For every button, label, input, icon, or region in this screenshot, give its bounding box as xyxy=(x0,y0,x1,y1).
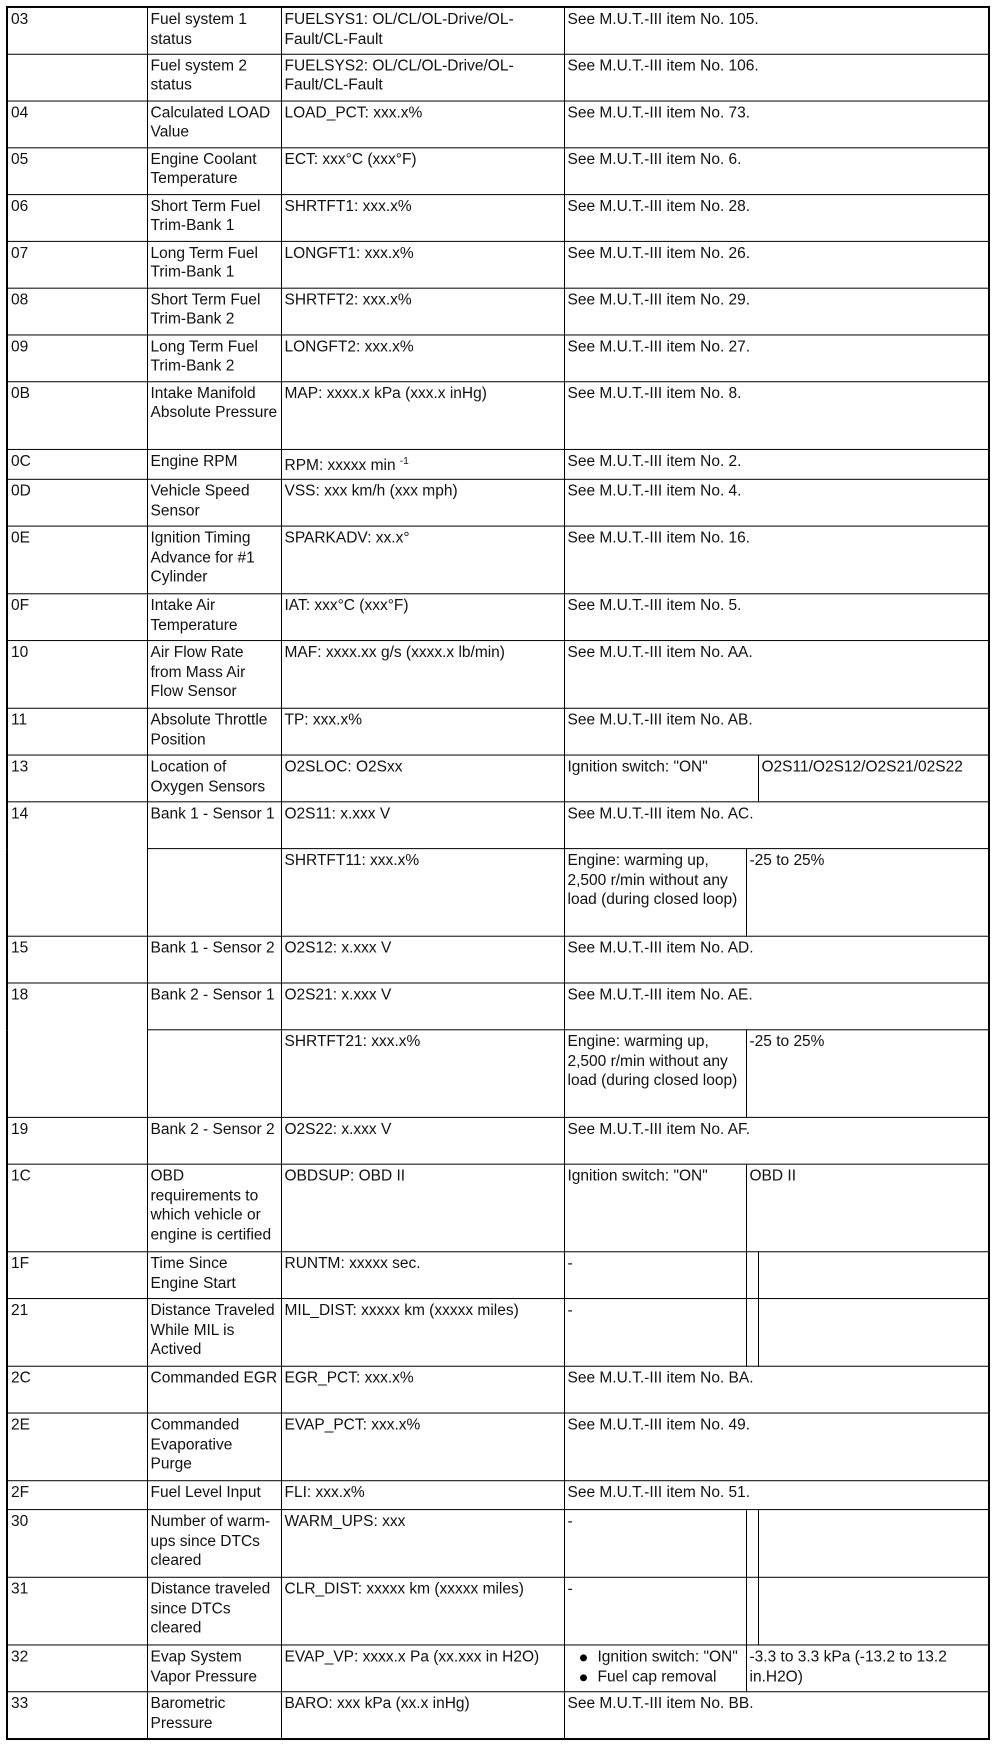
table-row xyxy=(7,1030,989,1118)
condition-cell xyxy=(564,1645,746,1692)
table-row xyxy=(7,1252,989,1299)
reference-cell: See M.U.T.-III item No. 51. xyxy=(564,1481,989,1510)
pid-cell xyxy=(7,54,147,101)
reference-cell: See M.U.T.-III item No. 5. xyxy=(564,594,989,641)
condition-bullet: Ignition switch: "ON" xyxy=(568,1648,743,1667)
table-row xyxy=(7,1299,989,1367)
normal-value-cell xyxy=(758,1299,989,1367)
item-cell: Time Since Engine Start xyxy=(147,1252,281,1299)
display-cell: TP: xxx.x% xyxy=(281,708,564,755)
normal-value-cell xyxy=(758,1252,989,1299)
pid-cell: 09 xyxy=(7,334,147,381)
display-text: RPM: xxxxx min xyxy=(284,456,396,474)
item-cell: Intake Manifold Absolute Pressure xyxy=(147,381,281,449)
reference-cell: See M.U.T.-III item No. AB. xyxy=(564,708,989,755)
table-row xyxy=(7,241,989,288)
table-row xyxy=(7,1577,989,1645)
pid-cell: 08 xyxy=(7,288,147,335)
table-row xyxy=(7,7,989,54)
reference-cell: See M.U.T.-III item No. 2. xyxy=(564,449,989,480)
table-row xyxy=(7,1118,989,1165)
item-cell xyxy=(147,849,281,937)
normal-value-cell xyxy=(758,1510,989,1578)
display-cell: WARM_UPS: xxx xyxy=(281,1510,564,1578)
reference-cell: See M.U.T.-III item No. AA. xyxy=(564,641,989,709)
table-row xyxy=(7,1510,989,1578)
table-row xyxy=(7,479,989,526)
reference-cell: See M.U.T.-III item No. 49. xyxy=(564,1413,989,1481)
pid-cell: 0D xyxy=(7,479,147,526)
display-cell: LONGFT2: xxx.x% xyxy=(281,334,564,381)
item-cell: Engine Coolant Temperature xyxy=(147,147,281,194)
table-row xyxy=(7,1366,989,1413)
reference-cell: See M.U.T.-III item No. 8. xyxy=(564,381,989,449)
display-cell: FLI: xxx.x% xyxy=(281,1481,564,1510)
empty-cell xyxy=(746,1577,758,1645)
pid-cell: 14 xyxy=(7,802,147,936)
reference-cell: See M.U.T.-III item No. BB. xyxy=(564,1692,989,1739)
pid-cell: 0B xyxy=(7,381,147,449)
display-cell: ECT: xxx°C (xxx°F) xyxy=(281,147,564,194)
obd-data-list-table xyxy=(6,6,990,1740)
item-cell: Bank 1 - Sensor 2 xyxy=(147,936,281,983)
table-row xyxy=(7,288,989,335)
pid-cell: 11 xyxy=(7,708,147,755)
pid-cell: 2E xyxy=(7,1413,147,1481)
item-cell xyxy=(147,1030,281,1118)
table-row xyxy=(7,755,989,802)
item-cell: Distance Traveled While MIL is Actived xyxy=(147,1299,281,1367)
table-row xyxy=(7,101,989,148)
display-cell: CLR_DIST: xxxxx km (xxxxx miles) xyxy=(281,1577,564,1645)
normal-value-cell: O2S11/O2S12/O2S21/02S22 xyxy=(758,755,989,802)
display-cell: O2S21: x.xxx V xyxy=(281,983,564,1030)
table-row xyxy=(7,641,989,709)
item-cell: Commanded EGR xyxy=(147,1366,281,1413)
reference-cell: See M.U.T.-III item No. 73. xyxy=(564,101,989,148)
pid-cell: 0F xyxy=(7,594,147,641)
display-cell: O2S22: x.xxx V xyxy=(281,1118,564,1165)
reference-cell: See M.U.T.-III item No. 26. xyxy=(564,241,989,288)
pid-cell: 1C xyxy=(7,1164,147,1252)
item-cell: Vehicle Speed Sensor xyxy=(147,479,281,526)
empty-cell xyxy=(746,1252,758,1299)
reference-cell: See M.U.T.-III item No. 105. xyxy=(564,7,989,54)
reference-cell: See M.U.T.-III item No. AF. xyxy=(564,1118,989,1165)
pid-cell: 0E xyxy=(7,526,147,594)
reference-cell: See M.U.T.-III item No. 106. xyxy=(564,54,989,101)
display-cell: BARO: xxx kPa (xx.x inHg) xyxy=(281,1692,564,1739)
display-cell: SHRTFT11: xxx.x% xyxy=(281,849,564,937)
table-row xyxy=(7,147,989,194)
pid-cell: 10 xyxy=(7,641,147,709)
table-row xyxy=(7,381,989,449)
condition-cell: - xyxy=(564,1299,746,1367)
display-cell: IAT: xxx°C (xxx°F) xyxy=(281,594,564,641)
condition-cell: - xyxy=(564,1577,746,1645)
pid-cell: 21 xyxy=(7,1299,147,1367)
table-row xyxy=(7,983,989,1030)
item-cell: Bank 2 - Sensor 1 xyxy=(147,983,281,1030)
display-cell: MAF: xxxx.xx g/s (xxxx.x lb/min) xyxy=(281,641,564,709)
pid-cell: 05 xyxy=(7,147,147,194)
table-row xyxy=(7,526,989,594)
display-cell: SPARKADV: xx.x° xyxy=(281,526,564,594)
reference-cell: See M.U.T.-III item No. 29. xyxy=(564,288,989,335)
table-row xyxy=(7,334,989,381)
pid-cell: 32 xyxy=(7,1645,147,1692)
table-row xyxy=(7,54,989,101)
pid-cell: 1F xyxy=(7,1252,147,1299)
table-row xyxy=(7,1692,989,1739)
item-cell: Absolute Throttle Position xyxy=(147,708,281,755)
display-cell: O2S11: x.xxx V xyxy=(281,802,564,849)
display-cell: FUELSYS1: OL/CL/OL-Drive/OL-Fault/CL-Fault xyxy=(281,7,564,54)
item-cell: OBD requirements to which vehicle or engine is certified xyxy=(147,1164,281,1252)
condition-cell: Ignition switch: "ON" xyxy=(564,755,758,802)
reference-cell: See M.U.T.-III item No. 6. xyxy=(564,147,989,194)
display-cell: OBDSUP: OBD II xyxy=(281,1164,564,1252)
item-cell: Intake Air Temperature xyxy=(147,594,281,641)
reference-cell: See M.U.T.-III item No. AD. xyxy=(564,936,989,983)
display-superscript: -1 xyxy=(399,455,409,467)
item-cell: Fuel system 1 status xyxy=(147,7,281,54)
item-cell: Long Term Fuel Trim-Bank 1 xyxy=(147,241,281,288)
table-row xyxy=(7,1164,989,1252)
display-cell: VSS: xxx km/h (xxx mph) xyxy=(281,479,564,526)
item-cell: Short Term Fuel Trim-Bank 2 xyxy=(147,288,281,335)
item-cell: Fuel system 2 status xyxy=(147,54,281,101)
display-cell: SHRTFT1: xxx.x% xyxy=(281,194,564,241)
pid-cell: 04 xyxy=(7,101,147,148)
display-cell: RUNTM: xxxxx sec. xyxy=(281,1252,564,1299)
pid-cell: 13 xyxy=(7,755,147,802)
item-cell: Short Term Fuel Trim-Bank 1 xyxy=(147,194,281,241)
pid-cell: 06 xyxy=(7,194,147,241)
display-cell: O2SLOC: O2Sxx xyxy=(281,755,564,802)
display-cell: LOAD_PCT: xxx.x% xyxy=(281,101,564,148)
display-cell: EGR_PCT: xxx.x% xyxy=(281,1366,564,1413)
item-cell: Engine RPM xyxy=(147,449,281,480)
display-cell: MIL_DIST: xxxxx km (xxxxx miles) xyxy=(281,1299,564,1367)
pid-cell: 0C xyxy=(7,449,147,480)
normal-value-cell: OBD II xyxy=(746,1164,989,1252)
pid-cell: 30 xyxy=(7,1510,147,1578)
reference-cell: See M.U.T.-III item No. 16. xyxy=(564,526,989,594)
item-cell: Calculated LOAD Value xyxy=(147,101,281,148)
reference-cell: See M.U.T.-III item No. 4. xyxy=(564,479,989,526)
normal-value-cell: -25 to 25% xyxy=(746,1030,989,1118)
item-cell: Location of Oxygen Sensors xyxy=(147,755,281,802)
display-cell: O2S12: x.xxx V xyxy=(281,936,564,983)
item-cell: Evap System Vapor Pressure xyxy=(147,1645,281,1692)
pid-cell: 03 xyxy=(7,7,147,54)
normal-value-cell: -3.3 to 3.3 kPa (-13.2 to 13.2 in.H2O) xyxy=(746,1645,989,1692)
item-cell: Bank 1 - Sensor 1 xyxy=(147,802,281,849)
display-cell xyxy=(281,449,564,480)
pid-cell: 07 xyxy=(7,241,147,288)
reference-cell: See M.U.T.-III item No. 27. xyxy=(564,334,989,381)
item-cell: Number of warm-ups since DTCs cleared xyxy=(147,1510,281,1578)
normal-value-cell: -25 to 25% xyxy=(746,849,989,937)
pid-cell: 2F xyxy=(7,1481,147,1510)
item-cell: Barometric Pressure xyxy=(147,1692,281,1739)
item-cell: Bank 2 - Sensor 2 xyxy=(147,1118,281,1165)
condition-cell: Engine: warming up, 2,500 r/min without any load (during closed loop) xyxy=(564,1030,746,1118)
condition-bullet: Fuel cap removal xyxy=(568,1667,743,1686)
item-cell: Ignition Timing Advance for #1 Cylinder xyxy=(147,526,281,594)
display-cell: SHRTFT21: xxx.x% xyxy=(281,1030,564,1118)
pid-cell: 31 xyxy=(7,1577,147,1645)
display-cell: SHRTFT2: xxx.x% xyxy=(281,288,564,335)
table-row xyxy=(7,194,989,241)
pid-cell: 19 xyxy=(7,1118,147,1165)
empty-cell xyxy=(746,1299,758,1367)
table-row xyxy=(7,1645,989,1692)
display-cell: MAP: xxxx.x kPa (xxx.x inHg) xyxy=(281,381,564,449)
empty-cell xyxy=(746,1510,758,1578)
item-cell: Commanded Evaporative Purge xyxy=(147,1413,281,1481)
item-cell: Distance traveled since DTCs cleared xyxy=(147,1577,281,1645)
table-row xyxy=(7,708,989,755)
reference-cell: See M.U.T.-III item No. 28. xyxy=(564,194,989,241)
condition-cell: Engine: warming up, 2,500 r/min without any load (during closed loop) xyxy=(564,849,746,937)
normal-value-cell xyxy=(758,1577,989,1645)
table-row xyxy=(7,1413,989,1481)
pid-cell: 18 xyxy=(7,983,147,1117)
condition-cell: - xyxy=(564,1510,746,1578)
item-cell: Fuel Level Input xyxy=(147,1481,281,1510)
pid-cell: 33 xyxy=(7,1692,147,1739)
display-cell: FUELSYS2: OL/CL/OL-Drive/OL-Fault/CL-Fault xyxy=(281,54,564,101)
condition-list xyxy=(568,1648,743,1687)
table-row xyxy=(7,849,989,937)
display-cell: LONGFT1: xxx.x% xyxy=(281,241,564,288)
reference-cell: See M.U.T.-III item No. AE. xyxy=(564,983,989,1030)
table-row xyxy=(7,802,989,849)
display-cell: EVAP_PCT: xxx.x% xyxy=(281,1413,564,1481)
table-row xyxy=(7,594,989,641)
reference-cell: See M.U.T.-III item No. AC. xyxy=(564,802,989,849)
table-row xyxy=(7,936,989,983)
pid-cell: 15 xyxy=(7,936,147,983)
condition-cell: Ignition switch: "ON" xyxy=(564,1164,746,1252)
item-cell: Long Term Fuel Trim-Bank 2 xyxy=(147,334,281,381)
table-row xyxy=(7,449,989,480)
reference-cell: See M.U.T.-III item No. BA. xyxy=(564,1366,989,1413)
display-cell: EVAP_VP: xxxx.x Pa (xx.xxx in H2O) xyxy=(281,1645,564,1692)
pid-cell: 2C xyxy=(7,1366,147,1413)
item-cell: Air Flow Rate from Mass Air Flow Sensor xyxy=(147,641,281,709)
condition-cell: - xyxy=(564,1252,746,1299)
table-row xyxy=(7,1481,989,1510)
